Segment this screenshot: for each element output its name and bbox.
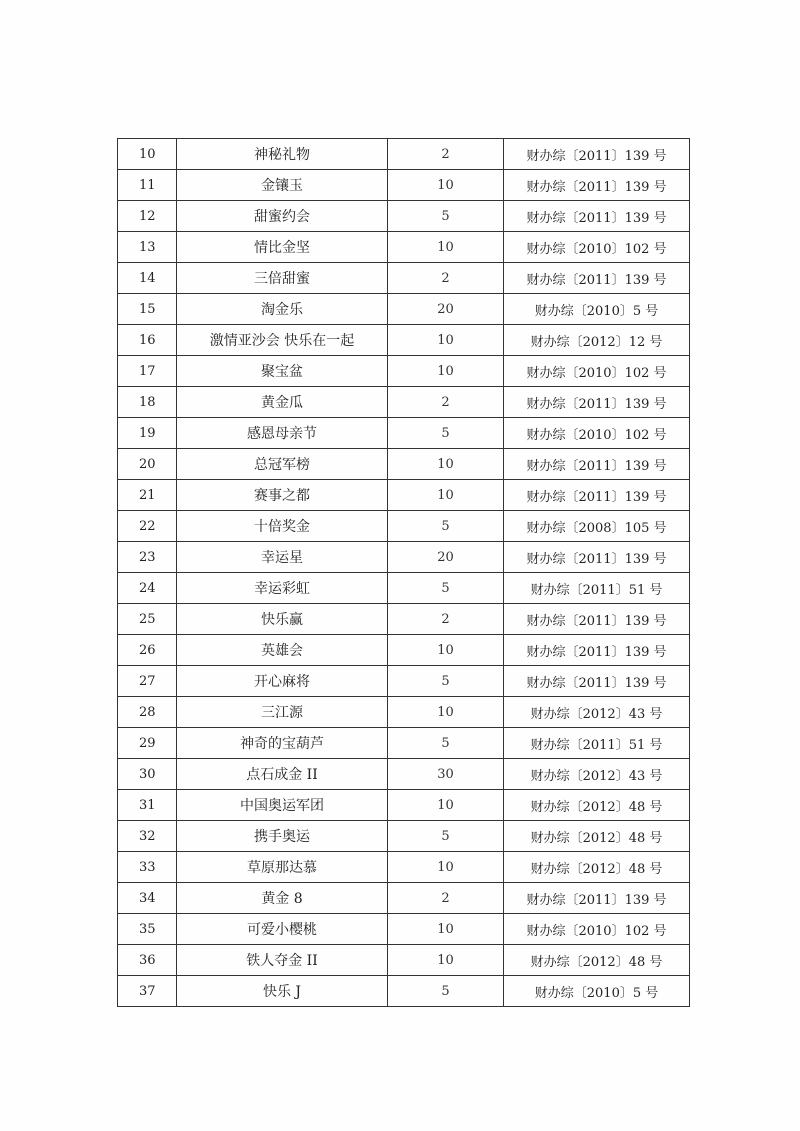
price-cell: 5	[388, 573, 504, 604]
price-cell: 5	[388, 418, 504, 449]
price-cell: 30	[388, 759, 504, 790]
game-name-cell: 赛事之都	[177, 480, 388, 511]
lottery-table	[117, 138, 690, 1007]
row-number-cell: 35	[118, 914, 177, 945]
document-number-cell: 财办综〔2011〕139 号	[504, 666, 690, 697]
game-name-cell: 十倍奖金	[177, 511, 388, 542]
row-number-cell: 14	[118, 263, 177, 294]
document-number-cell: 财办综〔2011〕139 号	[504, 449, 690, 480]
row-number-cell: 34	[118, 883, 177, 914]
price-cell: 5	[388, 728, 504, 759]
price-cell: 5	[388, 511, 504, 542]
document-number-cell: 财办综〔2011〕139 号	[504, 139, 690, 170]
game-name-cell: 神奇的宝葫芦	[177, 728, 388, 759]
game-name-cell: 聚宝盆	[177, 356, 388, 387]
price-cell: 5	[388, 976, 504, 1007]
price-cell: 2	[388, 387, 504, 418]
price-cell: 10	[388, 914, 504, 945]
game-name-cell: 幸运彩虹	[177, 573, 388, 604]
document-number-cell: 财办综〔2010〕5 号	[504, 294, 690, 325]
table-body	[118, 139, 690, 1007]
table-row	[118, 604, 690, 635]
row-number-cell: 11	[118, 170, 177, 201]
game-name-cell: 三江源	[177, 697, 388, 728]
table-row	[118, 356, 690, 387]
table-row	[118, 697, 690, 728]
table-row	[118, 976, 690, 1007]
document-number-cell: 财办综〔2011〕139 号	[504, 201, 690, 232]
game-name-cell: 快乐赢	[177, 604, 388, 635]
row-number-cell: 16	[118, 325, 177, 356]
game-name-cell: 点石成金 II	[177, 759, 388, 790]
row-number-cell: 30	[118, 759, 177, 790]
document-number-cell: 财办综〔2010〕102 号	[504, 232, 690, 263]
table-row	[118, 573, 690, 604]
document-number-cell: 财办综〔2010〕102 号	[504, 418, 690, 449]
row-number-cell: 19	[118, 418, 177, 449]
price-cell: 5	[388, 821, 504, 852]
row-number-cell: 12	[118, 201, 177, 232]
document-number-cell: 财办综〔2011〕139 号	[504, 480, 690, 511]
price-cell: 10	[388, 852, 504, 883]
document-number-cell: 财办综〔2011〕139 号	[504, 542, 690, 573]
row-number-cell: 20	[118, 449, 177, 480]
price-cell: 2	[388, 263, 504, 294]
price-cell: 2	[388, 139, 504, 170]
document-number-cell: 财办综〔2012〕12 号	[504, 325, 690, 356]
row-number-cell: 29	[118, 728, 177, 759]
document-number-cell: 财办综〔2011〕139 号	[504, 635, 690, 666]
table-row	[118, 294, 690, 325]
row-number-cell: 36	[118, 945, 177, 976]
price-cell: 2	[388, 883, 504, 914]
game-name-cell: 情比金坚	[177, 232, 388, 263]
game-name-cell: 甜蜜约会	[177, 201, 388, 232]
price-cell: 2	[388, 604, 504, 635]
document-number-cell: 财办综〔2012〕43 号	[504, 697, 690, 728]
price-cell: 10	[388, 356, 504, 387]
table-row	[118, 666, 690, 697]
row-number-cell: 37	[118, 976, 177, 1007]
document-number-cell: 财办综〔2012〕48 号	[504, 945, 690, 976]
row-number-cell: 27	[118, 666, 177, 697]
row-number-cell: 10	[118, 139, 177, 170]
game-name-cell: 总冠军榜	[177, 449, 388, 480]
table-row	[118, 790, 690, 821]
document-number-cell: 财办综〔2010〕102 号	[504, 914, 690, 945]
game-name-cell: 中国奥运军团	[177, 790, 388, 821]
document-number-cell: 财办综〔2011〕139 号	[504, 170, 690, 201]
game-name-cell: 黄金 8	[177, 883, 388, 914]
document-number-cell: 财办综〔2012〕48 号	[504, 790, 690, 821]
table-row	[118, 821, 690, 852]
table-row	[118, 759, 690, 790]
row-number-cell: 17	[118, 356, 177, 387]
row-number-cell: 15	[118, 294, 177, 325]
table-row	[118, 635, 690, 666]
price-cell: 5	[388, 201, 504, 232]
row-number-cell: 33	[118, 852, 177, 883]
document-number-cell: 财办综〔2012〕43 号	[504, 759, 690, 790]
row-number-cell: 25	[118, 604, 177, 635]
game-name-cell: 开心麻将	[177, 666, 388, 697]
row-number-cell: 22	[118, 511, 177, 542]
document-number-cell: 财办综〔2012〕48 号	[504, 821, 690, 852]
game-name-cell: 铁人夺金 II	[177, 945, 388, 976]
game-name-cell: 可爱小樱桃	[177, 914, 388, 945]
table-row	[118, 449, 690, 480]
price-cell: 20	[388, 294, 504, 325]
game-name-cell: 神秘礼物	[177, 139, 388, 170]
price-cell: 10	[388, 697, 504, 728]
row-number-cell: 32	[118, 821, 177, 852]
price-cell: 10	[388, 170, 504, 201]
price-cell: 20	[388, 542, 504, 573]
game-name-cell: 金镶玉	[177, 170, 388, 201]
table-row	[118, 728, 690, 759]
table-row	[118, 852, 690, 883]
game-name-cell: 草原那达慕	[177, 852, 388, 883]
document-number-cell: 财办综〔2010〕5 号	[504, 976, 690, 1007]
game-name-cell: 携手奥运	[177, 821, 388, 852]
document-number-cell: 财办综〔2010〕102 号	[504, 356, 690, 387]
game-name-cell: 幸运星	[177, 542, 388, 573]
price-cell: 10	[388, 232, 504, 263]
table-row	[118, 139, 690, 170]
document-number-cell: 财办综〔2011〕51 号	[504, 573, 690, 604]
row-number-cell: 26	[118, 635, 177, 666]
row-number-cell: 13	[118, 232, 177, 263]
document-number-cell: 财办综〔2012〕48 号	[504, 852, 690, 883]
table-row	[118, 914, 690, 945]
price-cell: 5	[388, 666, 504, 697]
table-row	[118, 542, 690, 573]
row-number-cell: 24	[118, 573, 177, 604]
game-name-cell: 黄金瓜	[177, 387, 388, 418]
document-number-cell: 财办综〔2011〕139 号	[504, 604, 690, 635]
price-cell: 10	[388, 635, 504, 666]
row-number-cell: 31	[118, 790, 177, 821]
table-row	[118, 387, 690, 418]
row-number-cell: 18	[118, 387, 177, 418]
game-name-cell: 感恩母亲节	[177, 418, 388, 449]
document-number-cell: 财办综〔2011〕51 号	[504, 728, 690, 759]
game-name-cell: 淘金乐	[177, 294, 388, 325]
price-cell: 10	[388, 945, 504, 976]
price-cell: 10	[388, 480, 504, 511]
table-row	[118, 945, 690, 976]
price-cell: 10	[388, 449, 504, 480]
price-cell: 10	[388, 325, 504, 356]
table-row	[118, 480, 690, 511]
table-row	[118, 232, 690, 263]
table-row	[118, 325, 690, 356]
game-name-cell: 英雄会	[177, 635, 388, 666]
row-number-cell: 21	[118, 480, 177, 511]
table-row	[118, 170, 690, 201]
document-number-cell: 财办综〔2008〕105 号	[504, 511, 690, 542]
row-number-cell: 23	[118, 542, 177, 573]
table-row	[118, 418, 690, 449]
price-cell: 10	[388, 790, 504, 821]
table-row	[118, 883, 690, 914]
table-row	[118, 201, 690, 232]
table-row	[118, 511, 690, 542]
game-name-cell: 三倍甜蜜	[177, 263, 388, 294]
document-number-cell: 财办综〔2011〕139 号	[504, 883, 690, 914]
document-number-cell: 财办综〔2011〕139 号	[504, 263, 690, 294]
document-number-cell: 财办综〔2011〕139 号	[504, 387, 690, 418]
table-row	[118, 263, 690, 294]
game-name-cell: 激情亚沙会 快乐在一起	[177, 325, 388, 356]
row-number-cell: 28	[118, 697, 177, 728]
game-name-cell: 快乐 J	[177, 976, 388, 1007]
